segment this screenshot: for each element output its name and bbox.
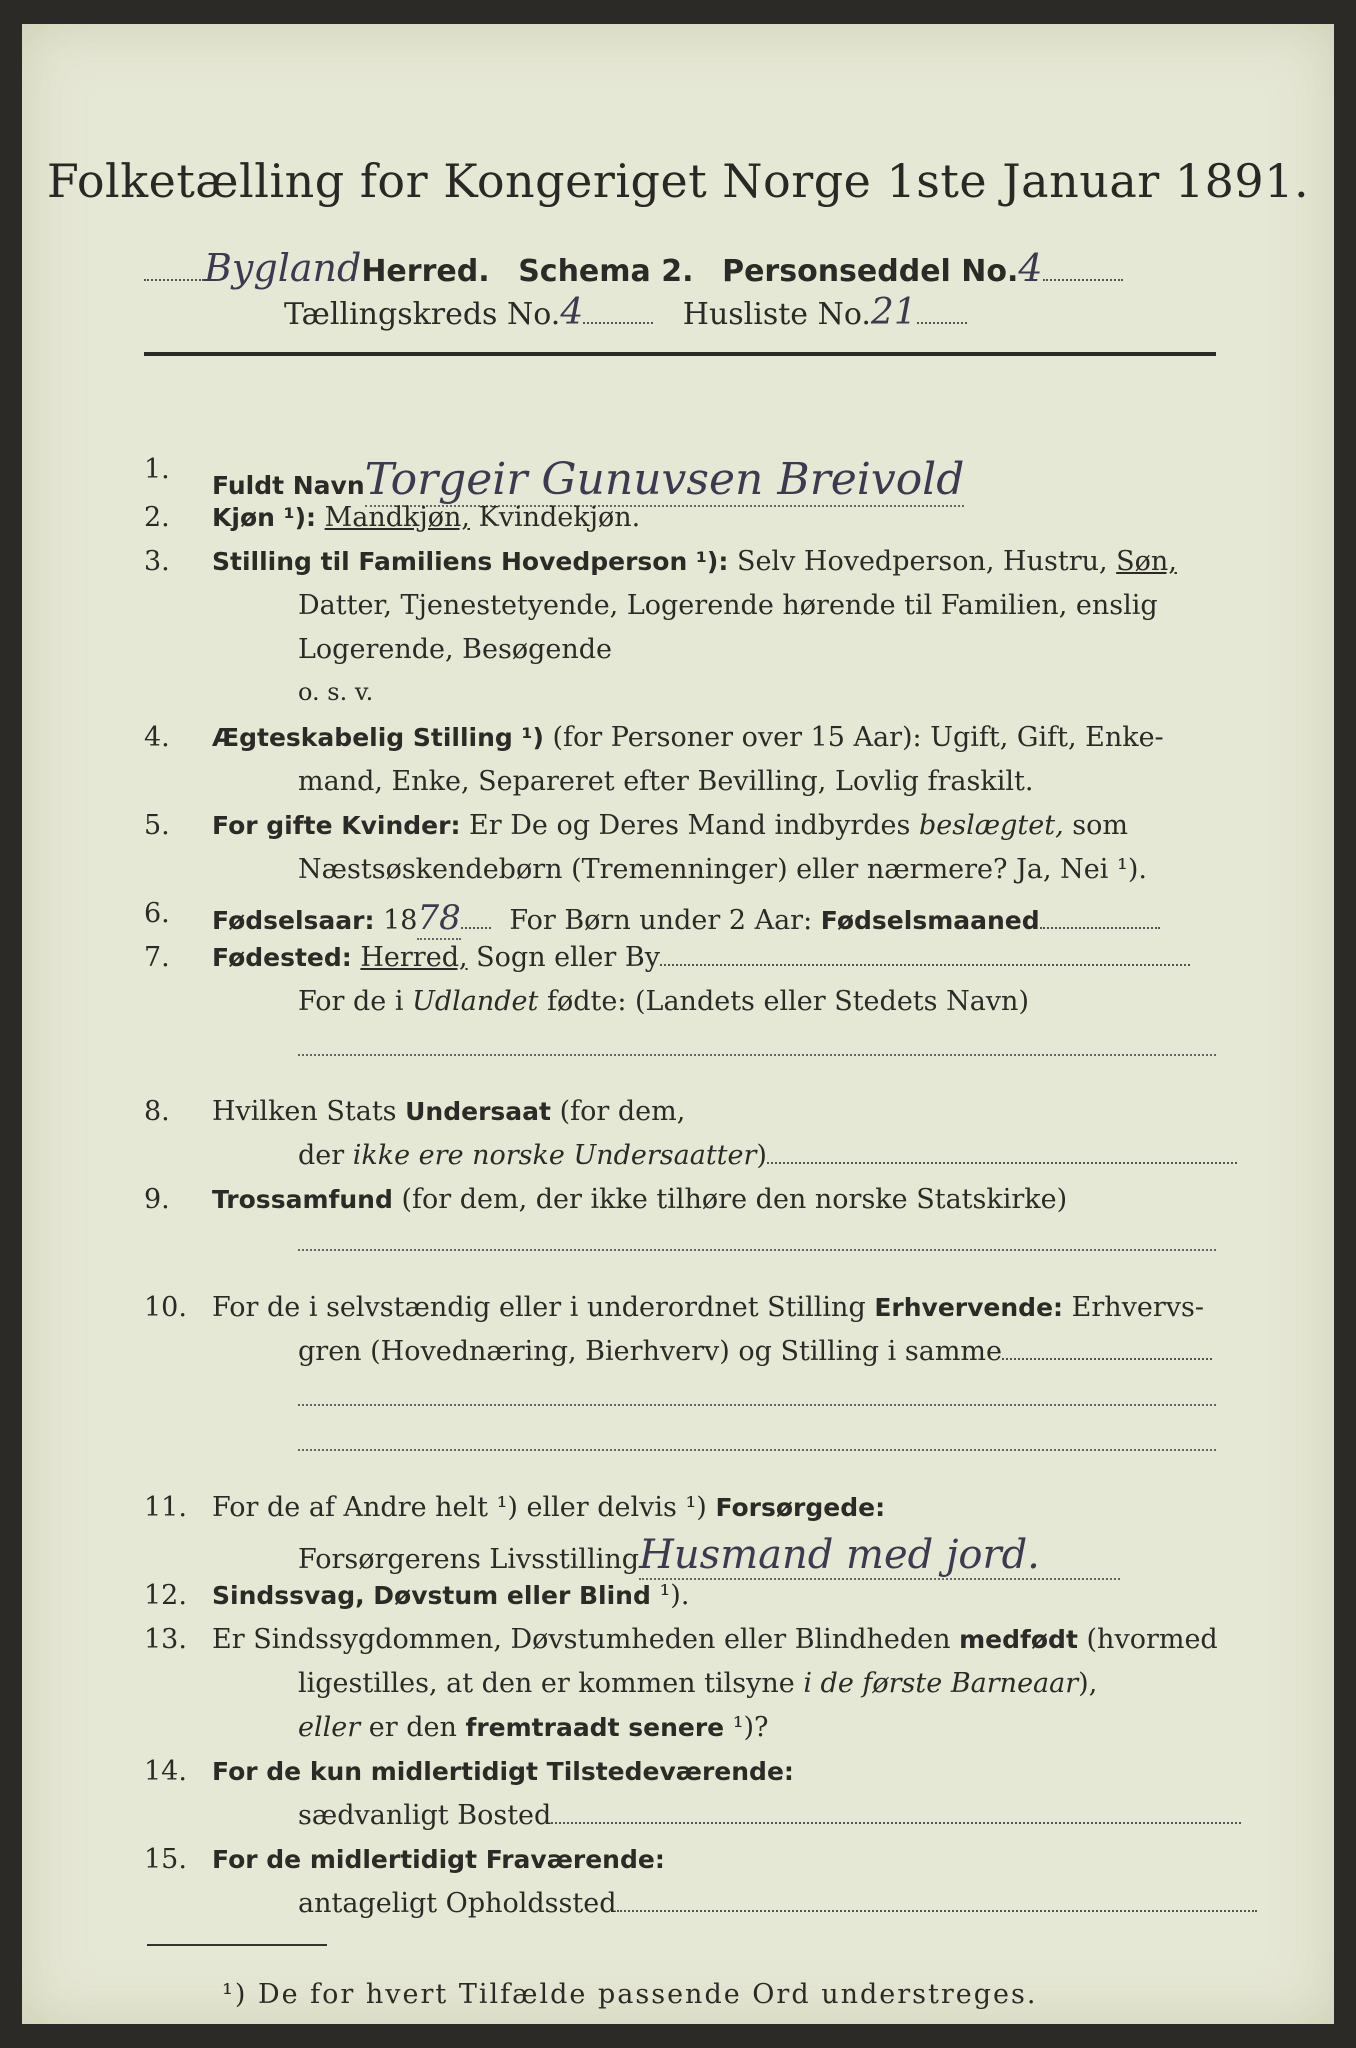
q13-text-e: i de første Barneaar <box>803 1668 1079 1699</box>
schema-label: Schema 2. <box>518 254 694 289</box>
q1-label: Fuldt Navn <box>212 471 365 500</box>
q1-value: Torgeir Gunuvsen Breivold <box>364 454 965 505</box>
kreds-line <box>284 292 967 333</box>
q5-line-2: Næstsøskendebørn (Tremenninger) eller nærmere? Ja, Nei ¹). <box>298 854 1147 885</box>
q13-text-i: fremtraadt senere <box>465 1713 725 1742</box>
q11-value: Husmand med jord. <box>639 1532 1120 1580</box>
footnote: ¹) De for hvert Tilfælde passende Ord understreges. <box>222 1979 1038 2010</box>
q2-label: Kjøn ¹): <box>212 503 316 532</box>
q12-label: Sindssvag, Døvstum eller Blind <box>212 1581 651 1610</box>
q5-text-c: som <box>1072 810 1128 841</box>
q13-text-f: ), <box>1078 1668 1098 1699</box>
herred-value: Bygland <box>204 246 362 290</box>
q13-line-1 <box>212 1624 1218 1655</box>
q5-text-b: beslægtet, <box>918 810 1064 841</box>
q13-line-2 <box>298 1668 1097 1699</box>
q3-label: Stilling til Familiens Hovedperson ¹): <box>212 547 729 576</box>
q8-text-f: ) <box>756 1140 767 1171</box>
q10-number: 10. <box>144 1292 187 1323</box>
q15-text: antageligt Opholdssted <box>298 1888 617 1919</box>
q8-line-1 <box>212 1096 685 1127</box>
q8-line-2 <box>298 1140 1237 1171</box>
q7-text-c: fødte: (Landets eller Stedets Navn) <box>546 986 1029 1017</box>
q6-prefix: 18 <box>383 905 418 936</box>
q4-label: Ægteskabelig Stilling ¹) <box>212 723 544 752</box>
q13-text-h: er den <box>368 1712 457 1743</box>
q9-label: Trossamfund <box>212 1185 393 1214</box>
q11-text-b: Forsørgede: <box>715 1493 886 1522</box>
q5-text-a: Er De og Deres Mand indbyrdes <box>469 810 911 841</box>
census-form <box>22 24 1334 2024</box>
q3-line-2: Datter, Tjenestetyende, Logerende hørende til Familien, enslig <box>298 590 1158 621</box>
q13-number: 13. <box>144 1624 187 1655</box>
q7-option-sogn: Sogn eller By <box>476 942 660 973</box>
q10-answer-line-1 <box>298 1404 1216 1406</box>
q4-options-1: (for Personer over 15 Aar): Ugift, Gift, Enke- <box>552 722 1164 753</box>
q12-number: 12. <box>144 1580 187 1611</box>
q5-label: For gifte Kvinder: <box>212 811 461 840</box>
q3-line-1 <box>212 546 1177 577</box>
q7-line-1 <box>212 942 1190 973</box>
q4-line-1 <box>212 722 1164 753</box>
personseddel-value: 4 <box>1018 246 1043 290</box>
herred-line <box>144 246 1123 290</box>
q8-number: 8. <box>144 1096 170 1127</box>
q14-line-2 <box>298 1800 1241 1831</box>
q10-text-d: gren (Hovednæring, Bierhverv) og Stilling i samme <box>298 1336 1003 1367</box>
q11-text-c: Forsørgerens Livsstilling <box>298 1544 640 1575</box>
q10-text-c: Erhvervs- <box>1071 1292 1205 1323</box>
q11-number: 11. <box>144 1492 187 1523</box>
q4-number: 4. <box>144 722 170 753</box>
q7-text-b: Udlandet <box>412 986 539 1017</box>
header-rule <box>144 352 1216 356</box>
q11-line-1 <box>212 1492 885 1523</box>
q3-line-3: Logerende, Besøgende <box>298 634 612 665</box>
q9-number: 9. <box>144 1184 170 1215</box>
q8-text-d: der <box>298 1140 345 1171</box>
q7-number: 7. <box>144 942 170 973</box>
q2-option-female: Kvindekjøn. <box>478 502 641 533</box>
q10-line-1 <box>212 1292 1204 1323</box>
q9-line <box>212 1184 1067 1215</box>
q4-line-2: mand, Enke, Separeret efter Bevilling, Lovlig fraskilt. <box>298 766 1034 797</box>
q10-text-a: For de i selvstændig eller i underordnet Stilling <box>212 1292 866 1323</box>
q7-line-2 <box>298 986 1029 1017</box>
q6-rest-bold: Fødselsmaaned <box>820 906 1040 935</box>
q1-text <box>212 454 964 505</box>
q7-option-herred: Herred, <box>360 942 468 973</box>
q2-number: 2. <box>144 502 170 533</box>
q13-text-g: eller <box>298 1712 361 1743</box>
q6-label: Fødselsaar: <box>212 906 375 935</box>
q13-text-j: ¹)? <box>732 1712 769 1743</box>
q3-option-son: Søn, <box>1116 546 1177 577</box>
q7-label: Fødested: <box>212 943 352 972</box>
q8-text-e: ikke ere norske Undersaatter <box>352 1140 757 1171</box>
personseddel-label: Personseddel No. <box>722 254 1019 289</box>
q12-line <box>212 1580 689 1611</box>
q10-text-b: Erhvervende: <box>874 1293 1064 1322</box>
q10-answer-line-2 <box>298 1449 1216 1451</box>
q2-option-male: Mandkjøn, <box>324 502 470 533</box>
q7-answer-line <box>298 1054 1216 1056</box>
q9-answer-line <box>298 1249 1216 1251</box>
q14-label: For de kun midlertidigt Tilstedeværende: <box>212 1757 794 1786</box>
q13-text-b: medfødt <box>959 1625 1078 1654</box>
husliste-label: Husliste No. <box>682 297 871 332</box>
q6-line <box>212 898 1160 938</box>
q15-line-2 <box>298 1888 1257 1919</box>
q6-number: 6. <box>144 898 170 929</box>
q13-text-a: Er Sindssygdommen, Døvstumheden eller Blindheden <box>212 1624 951 1655</box>
q3-line-4: o. s. v. <box>298 678 374 706</box>
q12-suffix: ¹). <box>659 1580 690 1611</box>
q8-text-b: Undersaat <box>405 1097 551 1126</box>
q13-line-3 <box>298 1712 769 1743</box>
q13-text-c: (hvormed <box>1086 1624 1218 1655</box>
kreds-label: Tællingskreds No. <box>284 297 561 332</box>
q3-number: 3. <box>144 546 170 577</box>
q11-text-a: For de af Andre helt ¹) eller delvis ¹) <box>212 1492 707 1523</box>
husliste-value: 21 <box>870 292 917 333</box>
q7-text-a: For de i <box>298 986 404 1017</box>
q14-line-1 <box>212 1756 794 1787</box>
kreds-value: 4 <box>560 292 584 333</box>
q5-number: 5. <box>144 810 170 841</box>
q8-text-a: Hvilken Stats <box>212 1096 397 1127</box>
footnote-rule <box>147 1944 327 1946</box>
q2-text <box>212 502 640 533</box>
q3-options: Selv Hovedperson, Hustru, <box>736 546 1108 577</box>
q6-rest: For Børn under 2 Aar: <box>509 905 813 936</box>
form-title: Folketælling for Kongeriget Norge 1ste Januar 1891. <box>46 154 1310 208</box>
q10-line-2 <box>298 1336 1212 1367</box>
q13-text-d: ligestilles, at den er kommen tilsyne <box>298 1668 795 1699</box>
q6-value: 78 <box>417 898 461 938</box>
q14-number: 14. <box>144 1756 187 1787</box>
q11-line-2 <box>298 1532 1120 1578</box>
q15-line-1 <box>212 1844 665 1875</box>
q14-text: sædvanligt Bosted <box>298 1800 552 1831</box>
q8-text-c: (for dem, <box>559 1096 686 1127</box>
q15-label: For de midlertidigt Fraværende: <box>212 1845 665 1874</box>
q5-line-1 <box>212 810 1128 841</box>
q15-number: 15. <box>144 1844 187 1875</box>
q9-text: (for dem, der ikke tilhøre den norske Statskirke) <box>401 1184 1068 1215</box>
q1-number: 1. <box>144 454 170 485</box>
herred-label: Herred. <box>361 254 490 289</box>
